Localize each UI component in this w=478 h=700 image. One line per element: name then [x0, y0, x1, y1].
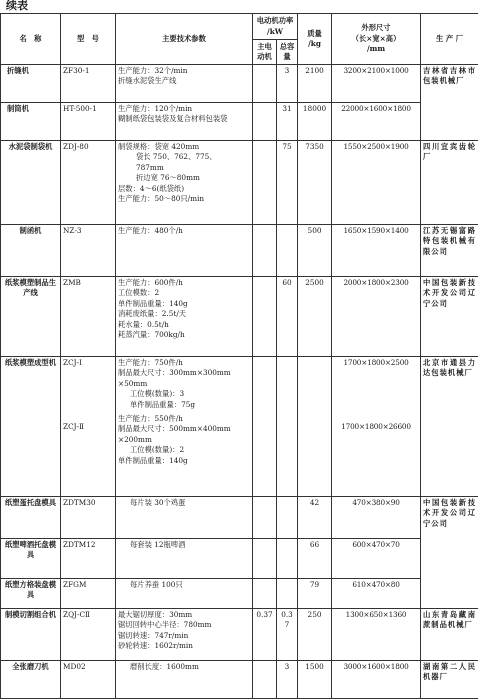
- table-row: [1, 141, 478, 225]
- header-main-motor: 主电动机: [253, 40, 277, 65]
- row-dims: 1300×650×1360: [332, 609, 421, 661]
- row-total-capacity: [277, 539, 298, 579]
- row-dims: 1700×1800×2500 1700×1800×26600: [332, 357, 421, 497]
- row-name: 纸塑方格装盘模具: [1, 579, 61, 609]
- table-row: [1, 661, 478, 699]
- table-row: [1, 225, 478, 277]
- row-total-capacity: [277, 497, 298, 539]
- header-model: 型 号: [61, 14, 116, 65]
- header-manufacturer: 生 产 厂: [421, 14, 478, 65]
- row-dims: 610×470×80: [332, 579, 421, 609]
- row-manufacturer: 四川宜宾齿轮厂: [421, 141, 478, 225]
- row-model: ZCJ-Ⅰ ZCJ-Ⅱ: [61, 357, 116, 497]
- row-manufacturer: 山东青岛藏南蔗制品机械厂: [421, 609, 478, 661]
- row-model: ZFGM: [61, 579, 116, 609]
- row-params: 生产能力：32个/min 折缝水泥袋生产线: [116, 65, 253, 103]
- row-total-capacity: 31: [277, 103, 298, 141]
- row-name: 纸浆模塑制品生产线: [1, 277, 61, 357]
- row-model: ZDTM12: [61, 539, 116, 579]
- header-motor-power: 电动机功率 /kW: [253, 14, 298, 40]
- row-main-motor: [253, 141, 277, 225]
- row-name: 水泥袋制袋机: [1, 141, 61, 225]
- row-total-capacity: 75: [277, 141, 298, 225]
- row-mass: 66: [298, 539, 332, 579]
- row-total-capacity: [277, 579, 298, 609]
- row-manufacturer: 中国包装新技术开发公司辽宁公司: [421, 277, 478, 357]
- row-model: ZF30-1: [61, 65, 116, 103]
- row-manufacturer: 北京市通县力达包装机械厂: [421, 357, 478, 497]
- row-model: ZMB: [61, 277, 116, 357]
- row-params: 最大锯切厚度：30mm 锯切回转中心半径：780mm 锯切转速：747r/min 砂轮转速：1602r/min: [116, 609, 253, 661]
- row-dims: 1550×2500×1900: [332, 141, 421, 225]
- row-mass: 500: [298, 225, 332, 277]
- row-name: 纸塑蛋托盘模具: [1, 497, 61, 539]
- row-mass: 79: [298, 579, 332, 609]
- row-manufacturer: 吉林省吉林市包装机械厂: [421, 65, 478, 141]
- row-params: 生产能力：600件/h 工位模数：2 单件制品重量：140g 消耗废纸量：2.5t/天 耗水量：0.5t/h 耗蒸汽量：700kg/h: [116, 277, 253, 357]
- equipment-spec-table: [0, 13, 478, 699]
- row-total-capacity: 0.37: [277, 609, 298, 661]
- table-row: [1, 103, 478, 141]
- row-dims: 470×380×90: [332, 497, 421, 539]
- row-model: NZ-3: [61, 225, 116, 277]
- row-params: 生产能力：480个/h: [116, 225, 253, 277]
- row-dims: 22000×1600×1800: [332, 103, 421, 141]
- row-name: 纸塑啤酒托盘模具: [1, 539, 61, 579]
- continued-label: 续表: [6, 0, 28, 12]
- row-params: 制袋规格：袋宽 420mm 袋长 750、762、775、 787mm 折边宽 76～80mm 层数：4～6(纸袋纸) 生产能力：50～80只/min: [116, 141, 253, 225]
- row-dims: 2000×1800×2300: [332, 277, 421, 357]
- row-main-motor: [253, 661, 277, 699]
- row-main-motor: [253, 579, 277, 609]
- row-main-motor: [253, 65, 277, 103]
- table-row: [1, 609, 478, 661]
- row-manufacturer: 湖南第二人民机器厂: [421, 661, 478, 699]
- table-row: [1, 65, 478, 103]
- row-model: ZDJ-80: [61, 141, 116, 225]
- row-manufacturer: 江苏无锡富路特包装机械有限公司: [421, 225, 478, 277]
- row-name: 折缝机: [1, 65, 61, 103]
- header-name: 名 称: [1, 14, 61, 65]
- row-model: HT-500-1: [61, 103, 116, 141]
- header-dims: 外形尺寸 （长×宽×高） /mm: [332, 14, 421, 65]
- row-dims: 3000×1600×1800: [332, 661, 421, 699]
- row-main-motor: [253, 103, 277, 141]
- row-mass: 18000: [298, 103, 332, 141]
- row-main-motor: [253, 357, 277, 497]
- header-params: 主要技术参数: [116, 14, 253, 65]
- row-mass: 1500: [298, 661, 332, 699]
- row-name: 制函机: [1, 225, 61, 277]
- row-dims: 3200×2100×1000: [332, 65, 421, 103]
- row-params: 磨削长度：1600mm: [116, 661, 253, 699]
- row-mass: 2500: [298, 277, 332, 357]
- row-name: 制筒机: [1, 103, 61, 141]
- row-dims: 600×470×70: [332, 539, 421, 579]
- row-mass: 42: [298, 497, 332, 539]
- row-model: ZDTM30: [61, 497, 116, 539]
- row-total-capacity: 3: [277, 65, 298, 103]
- row-params: 每片养蚕 100只: [116, 579, 253, 609]
- row-main-motor: 0.37: [253, 609, 277, 661]
- row-name: 纸浆模塑成型机: [1, 357, 61, 497]
- row-main-motor: [253, 497, 277, 539]
- table-row: [1, 539, 478, 579]
- row-manufacturer: 中国包装新技术开发公司辽宁公司: [421, 497, 478, 609]
- row-mass: [298, 357, 332, 497]
- table-row: [1, 497, 478, 539]
- row-main-motor: [253, 277, 277, 357]
- row-dims: 1650×1590×1400: [332, 225, 421, 277]
- row-params: 生产能力：120个/min 糊制纸袋包装袋及复合材料包装袋: [116, 103, 253, 141]
- row-main-motor: [253, 225, 277, 277]
- table-row: [1, 357, 478, 497]
- row-params: 每套装 12瓶啤酒: [116, 539, 253, 579]
- row-mass: 7350: [298, 141, 332, 225]
- row-main-motor: [253, 539, 277, 579]
- table-row: [1, 579, 478, 609]
- row-total-capacity: [277, 357, 298, 497]
- row-params: 每片装 30个鸡蛋: [116, 497, 253, 539]
- row-model: ZQJ-CⅡ: [61, 609, 116, 661]
- row-params: 生产能力：750件/h 制品最大尺寸：300mm×300mm ×50mm 工位模(数量)：3 单件制品重量：75g 生产能力：550件/h 制品最大尺寸：500mm×400mm ×200mm 工位模(数量)：2 单件制品重量：140g: [116, 357, 253, 497]
- table-row: [1, 277, 478, 357]
- row-total-capacity: 60: [277, 277, 298, 357]
- row-model: MD02: [61, 661, 116, 699]
- row-mass: 250: [298, 609, 332, 661]
- header-mass: 质量 /kg: [298, 14, 332, 65]
- row-name: 全张磨刀机: [1, 661, 61, 699]
- header-total-capacity: 总容量: [277, 40, 298, 65]
- row-name: 制模切割组合机: [1, 609, 61, 661]
- row-mass: 2100: [298, 65, 332, 103]
- row-total-capacity: 3: [277, 661, 298, 699]
- row-total-capacity: [277, 225, 298, 277]
